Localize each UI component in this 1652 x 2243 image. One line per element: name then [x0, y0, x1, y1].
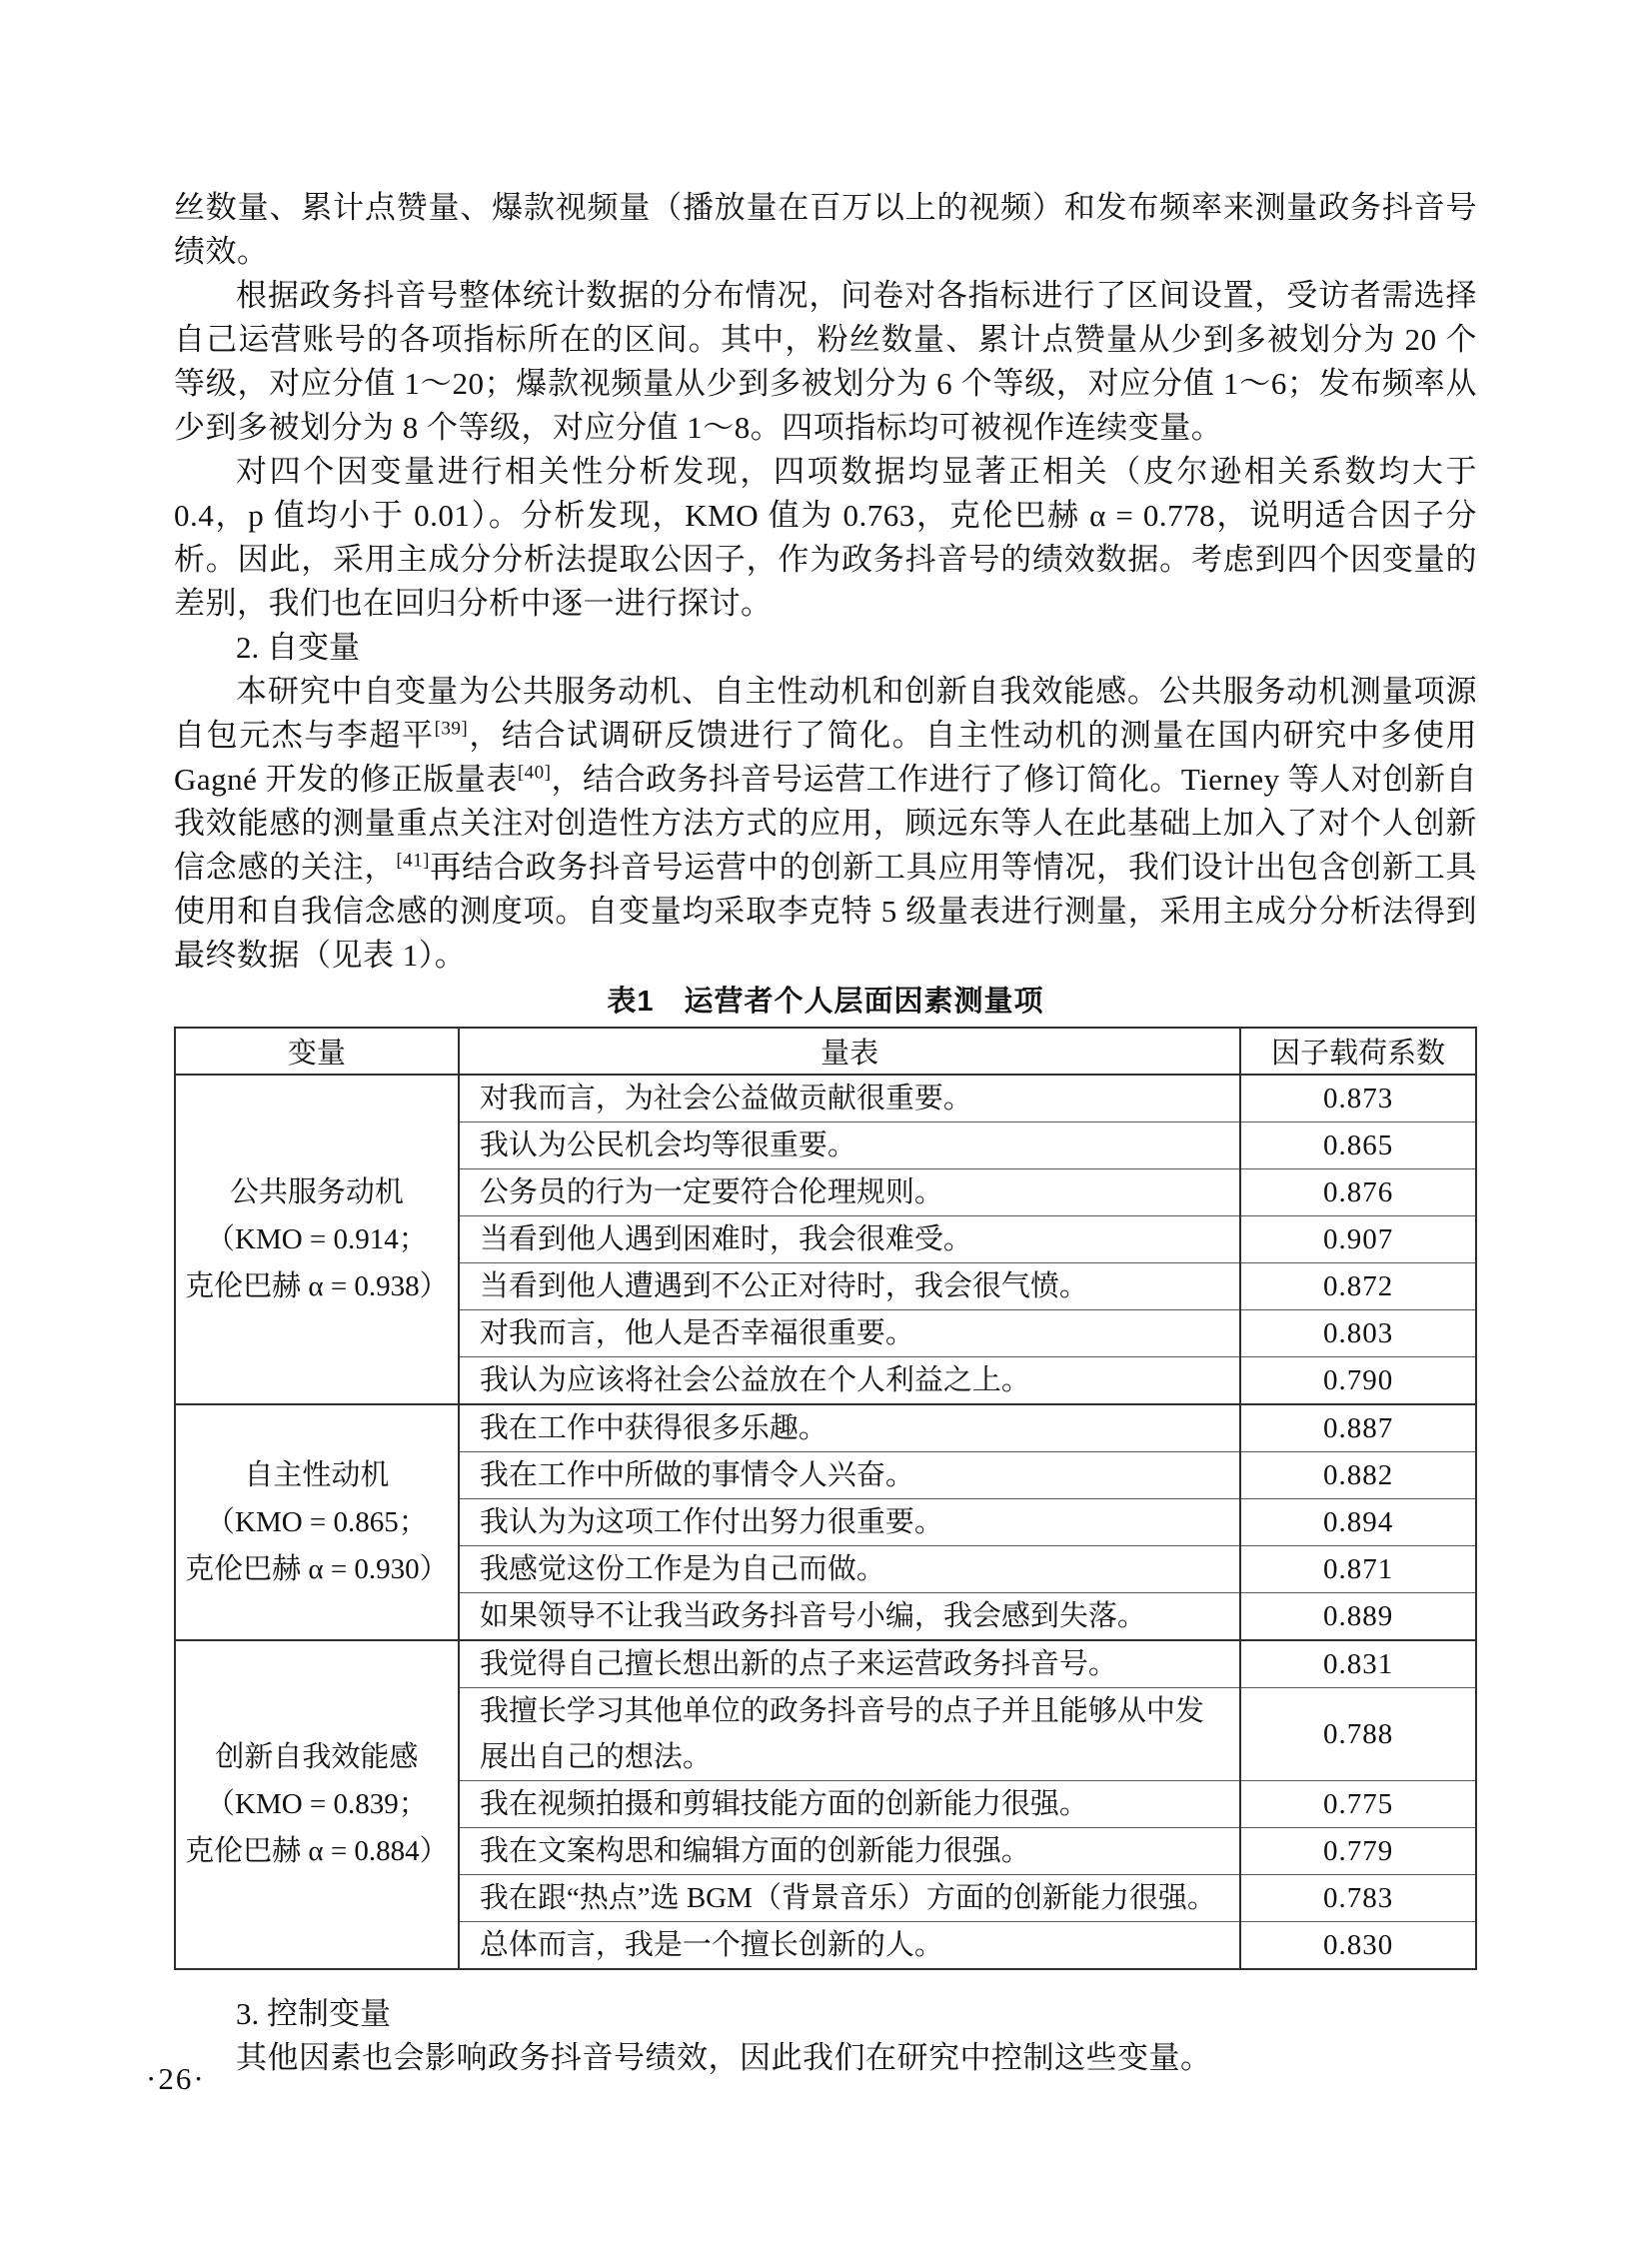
paragraph-performance-continuation: 丝数量、累计点赞量、爆款视频量（播放量在百万以上的视频）和发布频率来测量政务抖音号绩效。: [174, 190, 1477, 269]
variable-alpha: 克伦巴赫 α = 0.884）: [185, 1835, 449, 1867]
paragraph-text-segment: ，结合试调研反馈进行了简化。自主性动机的测量在国内研究中多使用 Gagné 开发的修正版量表: [174, 718, 1478, 797]
factor-loading: 0.775: [1240, 1781, 1476, 1828]
column-header-variable: 变量: [175, 1028, 459, 1075]
scale-item: 我认为为这项工作付出努力很重要。: [459, 1499, 1241, 1546]
scale-item: 对我而言，为社会公益做贡献很重要。: [459, 1075, 1241, 1122]
paragraph-interval-settings: 根据政务抖音号整体统计数据的分布情况，问卷对各指标进行了区间设置，受访者需选择自己运营账号的各项指标所在的区间。其中，粉丝数量、累计点赞量从少到多被划分为 20 个等级，对应分值 1～20；爆款视频量从少到多被划分为 6 个等级，对应分值 1～6；发布频率从少到多被划分为 8 个等级，对应分值 1～8。四项指标均可被视作连续变量。: [174, 278, 1477, 445]
variable-name: 自主性动机: [244, 1458, 390, 1491]
paragraph-text-segment: 再结合政务抖音号运营中的创新工具应用等情况，我们设计出包含创新工具使用和自我信念感的测度项。自变量均采取李克特 5 级量表进行测量，采用主成分分析法得到最终数据（见表 1）。: [174, 850, 1477, 973]
citation-ref-40: [40]: [517, 762, 552, 784]
scale-item: 公务员的行为一定要符合伦理规则。: [459, 1169, 1241, 1216]
table-row: [175, 1404, 1476, 1452]
page-content: [174, 186, 1477, 2080]
scale-item: 我在视频拍摄和剪辑技能方面的创新能力很强。: [459, 1781, 1241, 1828]
scale-item: 当看到他人遭遇到不公正对待时，我会很气愤。: [459, 1263, 1241, 1310]
table-header-row: [175, 1028, 1476, 1075]
citation-ref-39: [39]: [434, 718, 469, 740]
factor-loading: 0.894: [1240, 1499, 1476, 1546]
scale-item: 我觉得自己擅长想出新的点子来运营政务抖音号。: [459, 1640, 1241, 1688]
scale-item: 我认为应该将社会公益放在个人利益之上。: [459, 1357, 1241, 1405]
variable-alpha: 克伦巴赫 α = 0.930）: [185, 1552, 449, 1585]
scale-item: 我感觉这份工作是为自己而做。: [459, 1546, 1241, 1593]
factor-loading: 0.779: [1240, 1828, 1476, 1875]
factor-loading: 0.876: [1240, 1169, 1476, 1216]
scale-item: 我在工作中获得很多乐趣。: [459, 1404, 1241, 1452]
scale-item: 我在文案构思和编辑方面的创新能力很强。: [459, 1828, 1241, 1875]
variable-name: 创新自我效能感: [215, 1741, 419, 1773]
variable-name: 公共服务动机: [229, 1175, 404, 1208]
scale-item: 当看到他人遇到困难时，我会很难受。: [459, 1216, 1241, 1263]
page-number: ·26·: [146, 2061, 206, 2096]
measurement-items-table: [174, 1027, 1477, 1970]
scale-item: 我在跟“热点”选 BGM（背景音乐）方面的创新能力很强。: [459, 1875, 1241, 1922]
factor-loading: 0.907: [1240, 1216, 1476, 1263]
factor-loading: 0.873: [1240, 1075, 1476, 1122]
paragraph-text-segment: ，结合政务抖音号运营工作进行了修订简化。Tierney 等人对创新自我效能感的测量重点关注对创造性方法方式的应用，顾远东等人在此基础上加入了对个人创新信念感的关注，: [174, 762, 1477, 885]
column-header-scale: 量表: [459, 1028, 1241, 1075]
factor-loading: 0.871: [1240, 1546, 1476, 1593]
citation-ref-41: [41]: [396, 850, 430, 872]
variable-group-creative-self-efficacy: [175, 1640, 459, 1969]
section-heading-independent-variables: 2. 自变量: [236, 630, 360, 665]
scale-item: 对我而言，他人是否幸福很重要。: [459, 1310, 1241, 1357]
factor-loading: 0.872: [1240, 1263, 1476, 1310]
variable-alpha: 克伦巴赫 α = 0.938）: [185, 1269, 449, 1302]
column-header-loading: 因子载荷系数: [1240, 1028, 1476, 1075]
table-caption: 表1 运营者个人层面因素测量项: [607, 986, 1044, 1018]
factor-loading: 0.887: [1240, 1404, 1476, 1452]
variable-group-autonomy: [175, 1404, 459, 1640]
paragraph-text-segment: 本研究中自变量为公共服务动机、自主性动机和创新自我效能感。公共服务动机测量项源自包元杰与李超平: [174, 674, 1477, 753]
factor-loading: 0.790: [1240, 1357, 1476, 1405]
variable-kmo: （KMO = 0.865；: [206, 1505, 428, 1538]
paragraph-control-variables: 其他因素也会影响政务抖音号绩效，因此我们在研究中控制这些变量。: [236, 2040, 1212, 2075]
factor-loading: 0.889: [1240, 1593, 1476, 1641]
scale-item: 总体而言，我是一个擅长创新的人。: [459, 1922, 1241, 1970]
variable-group-psm: [175, 1075, 459, 1404]
factor-loading: 0.882: [1240, 1452, 1476, 1499]
factor-loading: 0.865: [1240, 1122, 1476, 1169]
section-heading-control-variables: 3. 控制变量: [236, 1996, 391, 2031]
paragraph-correlation-analysis: 对四个因变量进行相关性分析发现，四项数据均显著正相关（皮尔逊相关系数均大于 0.4，p 值均小于 0.01）。分析发现，KMO 值为 0.763，克伦巴赫 α = 0.778，说明适合因子分析。因此，采用主成分分析法提取公因子，作为政务抖音号的绩效数据。考虑到四个因变量的差别，我们也在回归分析中逐一进行探讨。: [174, 454, 1477, 621]
variable-kmo: （KMO = 0.914；: [206, 1222, 428, 1255]
factor-loading: 0.788: [1240, 1688, 1476, 1781]
scale-item: 我在工作中所做的事情令人兴奋。: [459, 1452, 1241, 1499]
factor-loading: 0.783: [1240, 1875, 1476, 1922]
factor-loading: 0.831: [1240, 1640, 1476, 1688]
scale-item: 我认为公民机会均等很重要。: [459, 1122, 1241, 1169]
table-row: [175, 1075, 1476, 1122]
factor-loading: 0.803: [1240, 1310, 1476, 1357]
factor-loading: 0.830: [1240, 1922, 1476, 1970]
scale-item: 我擅长学习其他单位的政务抖音号的点子并且能够从中发展出自己的想法。: [459, 1688, 1241, 1781]
paragraph-independent-variables: [174, 670, 1477, 978]
table-row: [175, 1640, 1476, 1688]
scale-item: 如果领导不让我当政务抖音号小编，我会感到失落。: [459, 1593, 1241, 1641]
variable-kmo: （KMO = 0.839；: [206, 1788, 428, 1820]
